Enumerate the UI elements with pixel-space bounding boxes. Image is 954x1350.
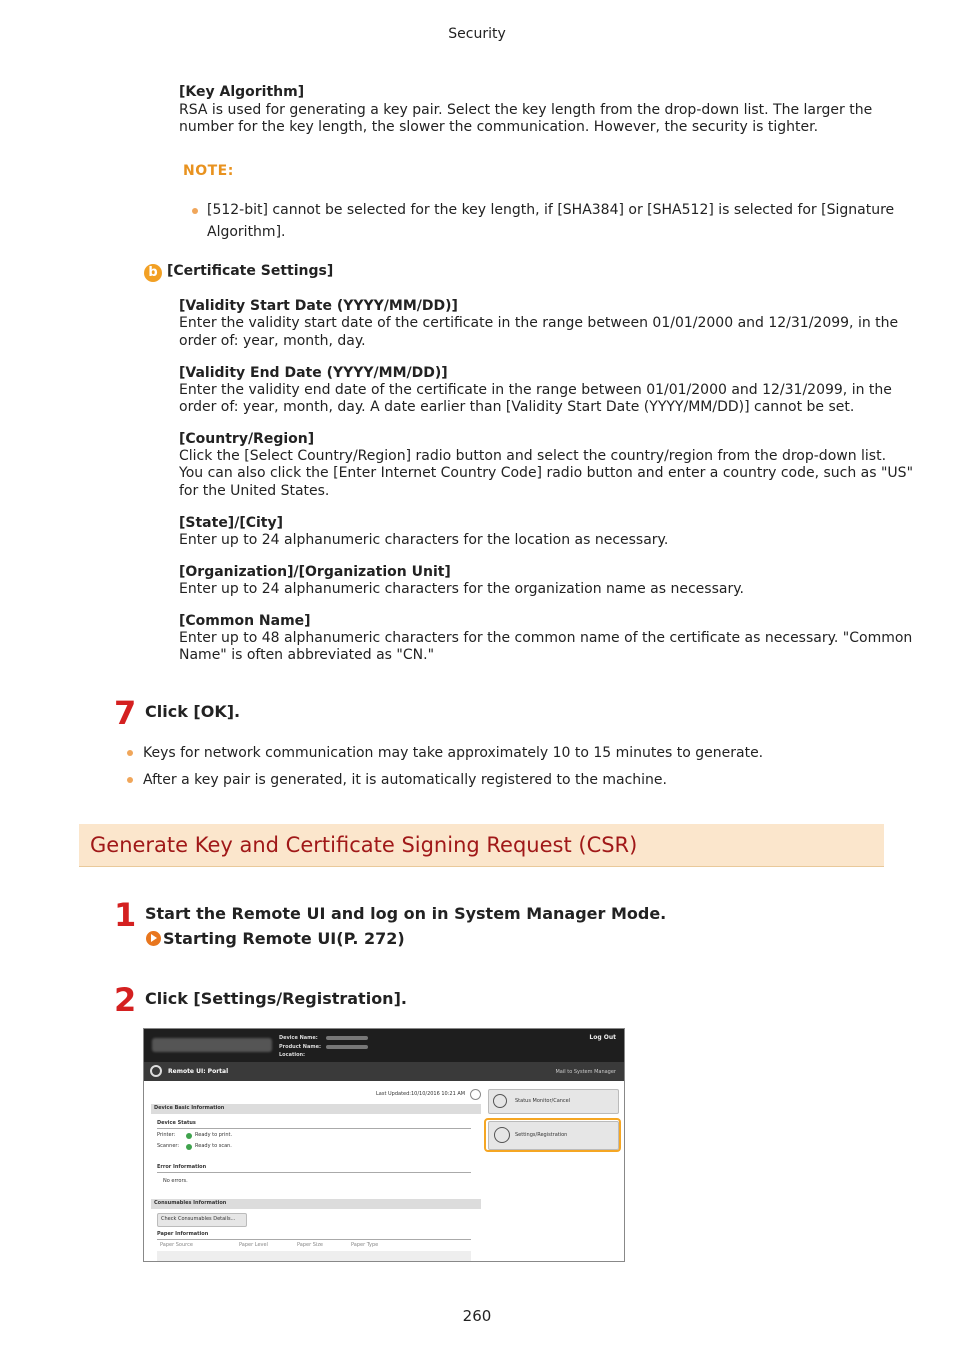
printer-status: Ready to print. xyxy=(195,1132,233,1138)
validity-start-text-1: Enter the validity start date of the certificate in the range between 01/01/2000 and 12/31/2099, in the xyxy=(179,315,899,331)
remote-ui-screenshot xyxy=(143,1028,625,1262)
paper-info-title: Paper Information xyxy=(157,1231,209,1237)
paper-col-source: Paper Source xyxy=(160,1242,193,1248)
portal-title: Remote UI: Portal xyxy=(168,1068,229,1075)
state-city-title: [State]/[City] xyxy=(179,515,284,531)
step-1-text: Start the Remote UI and log on in System Manager Mode. xyxy=(145,904,667,923)
scanner-label: Scanner: xyxy=(157,1143,180,1149)
portal-bar xyxy=(144,1062,624,1081)
brand-logo xyxy=(152,1038,272,1052)
paper-col-size: Paper Size xyxy=(297,1242,324,1248)
highlight-frame xyxy=(484,1118,621,1152)
key-algorithm-text-1: RSA is used for generating a key pair. Select the key length from the drop-down list. The larger the xyxy=(179,102,873,118)
printer-label: Printer: xyxy=(157,1132,176,1138)
logout-link[interactable]: Log Out xyxy=(589,1034,616,1041)
check-consumables-button[interactable] xyxy=(157,1213,247,1227)
page-header-title: Security xyxy=(448,26,506,42)
settings-registration-label: Settings/Registration xyxy=(515,1132,568,1138)
note-text-2: Algorithm]. xyxy=(207,224,286,240)
certificate-settings-title: [Certificate Settings] xyxy=(167,263,334,279)
note-label: NOTE: xyxy=(183,163,234,179)
validity-start-title: [Validity Start Date (YYYY/MM/DD)] xyxy=(179,298,458,314)
product-name-value xyxy=(326,1045,368,1049)
printer-status-icon xyxy=(186,1133,192,1139)
organization-title: [Organization]/[Organization Unit] xyxy=(179,564,451,580)
scanner-status-icon xyxy=(186,1144,192,1150)
no-errors-text: No errors. xyxy=(163,1178,188,1184)
last-updated: Last Updated:10/10/2016 10:21 AM xyxy=(376,1091,466,1097)
step-2-number: 2 xyxy=(114,981,137,1019)
state-city-text: Enter up to 24 alphanumeric characters for the location as necessary. xyxy=(179,532,669,548)
device-status-title: Device Status xyxy=(157,1120,196,1126)
paper-col-level: Paper Level xyxy=(239,1242,268,1248)
common-name-title: [Common Name] xyxy=(179,613,311,629)
common-name-text-1: Enter up to 48 alphanumeric characters for the common name of the certificate as necessary. "Common xyxy=(179,630,913,646)
status-monitor-label: Status Monitor/Cancel xyxy=(515,1098,571,1104)
step-7-bullet-2-icon xyxy=(127,777,133,783)
key-algorithm-text-2: number for the key length, the slower the communication. However, the security is tighter. xyxy=(179,119,819,135)
section-heading-bar xyxy=(79,824,884,867)
step-7-text: Click [OK]. xyxy=(145,702,241,721)
scanner-status: Ready to scan. xyxy=(195,1143,232,1149)
step-2-text: Click [Settings/Registration]. xyxy=(145,989,407,1008)
validity-start-text-2: order of: year, month, day. xyxy=(179,333,366,349)
basic-info-title: Device Basic Information xyxy=(154,1105,225,1111)
paper-col-type: Paper Type xyxy=(351,1242,379,1248)
country-region-text-1: Click the [Select Country/Region] radio button and select the country/region from the drop-down list. xyxy=(179,448,887,464)
country-region-text-3: for the United States. xyxy=(179,483,330,499)
step-7-bullet-1-icon xyxy=(127,750,133,756)
starting-remote-ui-link[interactable] xyxy=(146,929,405,949)
device-name-label: Device Name: xyxy=(279,1035,318,1041)
check-consumables-label: Check Consumables Details... xyxy=(161,1216,236,1222)
remote-ui-header xyxy=(144,1029,624,1062)
starting-remote-ui-link-label: Starting Remote UI(P. 272) xyxy=(163,929,405,948)
error-info-title: Error Information xyxy=(157,1164,207,1170)
location-label: Location: xyxy=(279,1052,306,1058)
page-number: 260 xyxy=(462,1307,492,1325)
paper-row xyxy=(157,1251,471,1261)
organization-text: Enter up to 24 alphanumeric characters for the organization name as necessary. xyxy=(179,581,744,597)
step-7-number: 7 xyxy=(114,694,137,732)
validity-end-text-1: Enter the validity end date of the certificate in the range between 01/01/2000 and 12/31/2099, in the xyxy=(179,382,892,398)
country-region-title: [Country/Region] xyxy=(179,431,315,447)
refresh-icon[interactable] xyxy=(470,1089,481,1100)
eye-icon xyxy=(493,1094,507,1108)
validity-end-text-2: order of: year, month, day. A date earlier than [Validity Start Date (YYYY/MM/DD)] cannot be set. xyxy=(179,399,855,415)
step-7-bullet-1: Keys for network communication may take approximately 10 to 15 minutes to generate. xyxy=(143,745,764,761)
section-heading-title: Generate Key and Certificate Signing Request (CSR) xyxy=(90,833,638,857)
portal-icon xyxy=(150,1065,162,1077)
arrow-right-icon xyxy=(146,931,161,946)
consumables-title: Consumables Information xyxy=(154,1200,227,1206)
product-name-label: Product Name: xyxy=(279,1044,321,1050)
divider xyxy=(157,1239,471,1240)
status-monitor-button[interactable] xyxy=(488,1089,619,1114)
divider xyxy=(157,1172,471,1173)
step-1-number: 1 xyxy=(114,896,137,934)
note-text-1: [512-bit] cannot be selected for the key length, if [SHA384] or [SHA512] is selected for [Signature xyxy=(207,202,895,218)
mail-system-manager-link[interactable]: Mail to System Manager xyxy=(555,1069,616,1075)
country-region-text-2: You can also click the [Enter Internet Country Code] radio button and enter a country code, such as "US" xyxy=(179,465,914,481)
step-7-bullet-2: After a key pair is generated, it is automatically registered to the machine. xyxy=(143,772,667,788)
validity-end-title: [Validity End Date (YYYY/MM/DD)] xyxy=(179,365,448,381)
marker-b-icon: b xyxy=(144,264,162,282)
common-name-text-2: Name" is often abbreviated as "CN." xyxy=(179,647,435,663)
device-name-value xyxy=(326,1036,368,1040)
note-bullet-icon xyxy=(192,208,198,214)
key-algorithm-title: [Key Algorithm] xyxy=(179,84,305,100)
divider xyxy=(157,1128,471,1129)
